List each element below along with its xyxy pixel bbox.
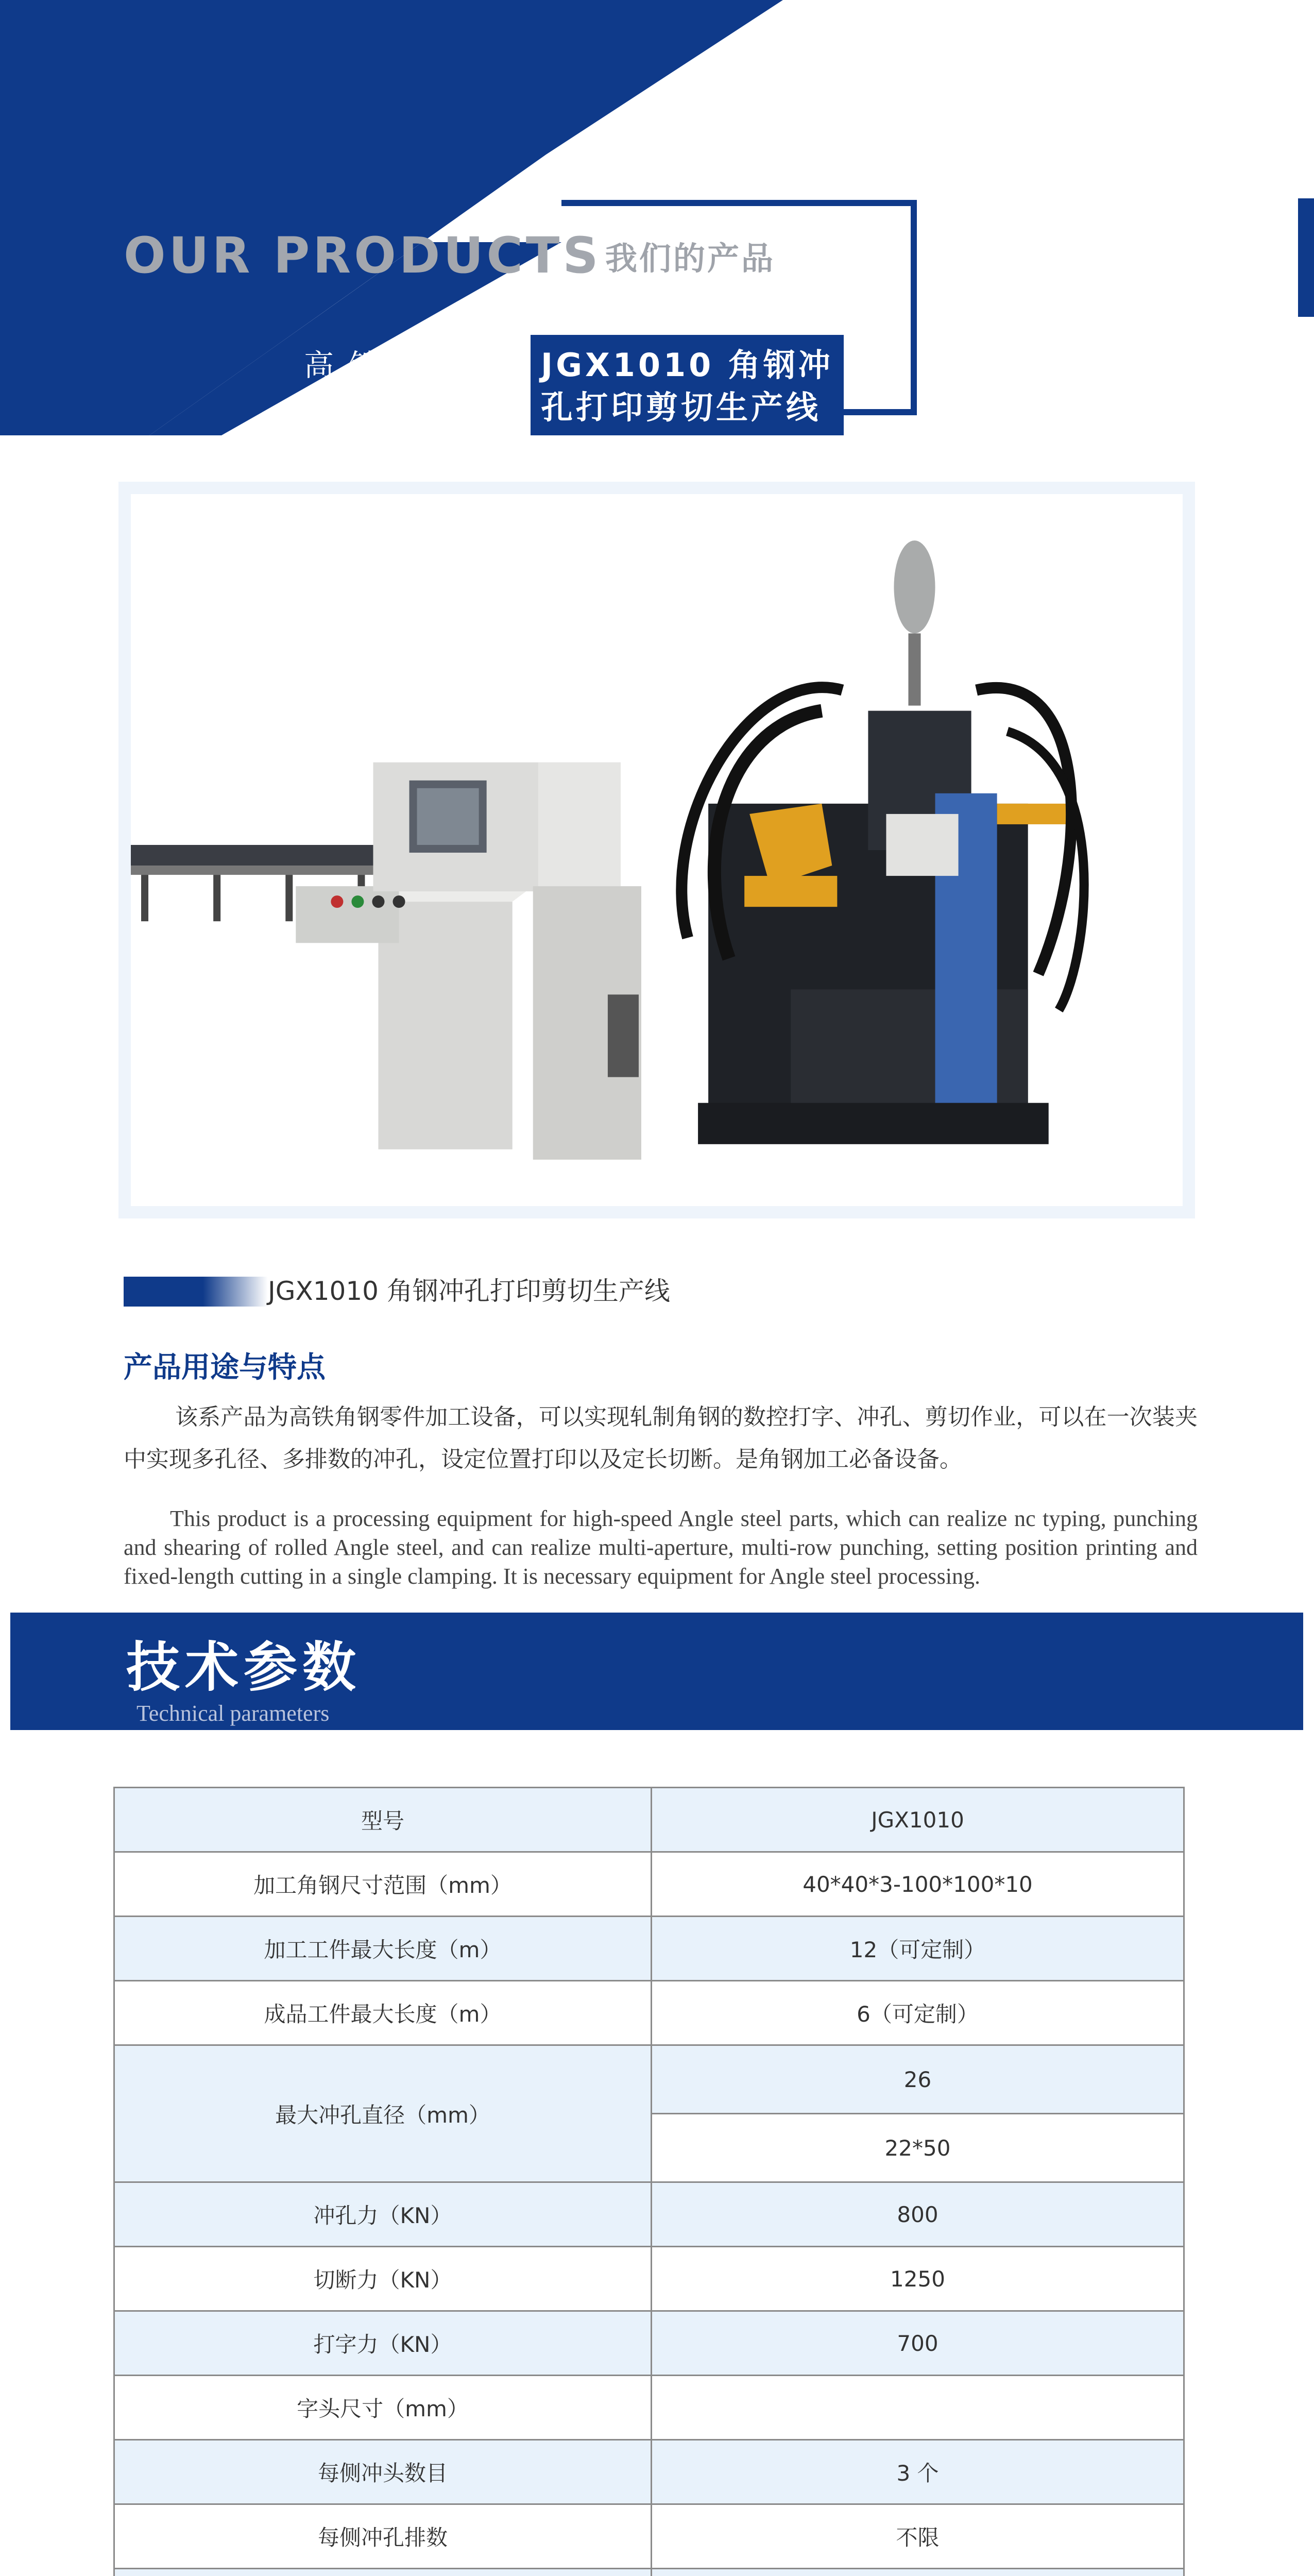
features-title: 产品用途与特点 — [124, 1351, 326, 1384]
spec-value — [652, 2569, 1184, 2576]
table-row — [114, 2569, 1184, 2576]
product-name: JGX1010 角钢冲孔打印剪切生产线 — [268, 1276, 670, 1306]
edge-accent-bar — [1298, 198, 1314, 317]
product-name-accent — [124, 1277, 268, 1307]
category-line-2: 加工设备 — [304, 390, 486, 425]
spec-value: 6（可定制） — [652, 1981, 1184, 2045]
spec-value: JGX1010 — [652, 1788, 1184, 1852]
spec-key: 加工工件最大长度（m） — [114, 1917, 652, 1981]
spec-key — [114, 2569, 652, 2576]
brand-title-cn: 我们的产品 — [605, 240, 776, 277]
category-label — [304, 344, 515, 429]
table-row — [114, 2504, 1184, 2569]
table-row — [114, 1981, 1184, 2045]
spec-key: 成品工件最大长度（m） — [114, 1981, 652, 2045]
spec-value: 12（可定制） — [652, 1917, 1184, 1981]
spec-value: 不限 — [652, 2504, 1184, 2569]
spec-value: 40*40*3-100*100*10 — [652, 1852, 1184, 1917]
product-title-line-2: 孔打印剪切生产线 — [541, 388, 822, 426]
product-title — [541, 344, 845, 429]
table-row — [114, 2182, 1184, 2247]
spec-key: 最大冲孔直径（mm） — [114, 2045, 652, 2182]
product-title-box — [304, 335, 845, 435]
product-title-line-1: JGX1010 角钢冲 — [541, 346, 833, 384]
table-row — [114, 2247, 1184, 2311]
spec-key: 打字力（KN） — [114, 2311, 652, 2376]
table-row — [114, 2440, 1184, 2504]
spec-value: 26 — [652, 2045, 1184, 2114]
table-row — [114, 2376, 1184, 2440]
spec-key: 冲孔力（KN） — [114, 2182, 652, 2247]
table-row — [114, 1788, 1184, 1852]
spec-value: 700 — [652, 2311, 1184, 2376]
spec-value: 1250 — [652, 2247, 1184, 2311]
spec-value: 800 — [652, 2182, 1184, 2247]
table-row — [114, 2045, 1184, 2114]
spec-key: 每侧冲头数目 — [114, 2440, 652, 2504]
tech-title-en: Technical parameters — [136, 1701, 330, 1726]
title-divider — [519, 351, 522, 421]
spec-key: 字头尺寸（mm） — [114, 2376, 652, 2440]
spec-key: 型号 — [114, 1788, 652, 1852]
spec-key: 每侧冲孔排数 — [114, 2504, 652, 2569]
spec-value: 3 个 — [652, 2440, 1184, 2504]
spec-key: 加工角钢尺寸范围（mm） — [114, 1852, 652, 1917]
features-text-cn: 该系产品为高铁角钢零件加工设备，可以实现轧制角钢的数控打字、冲孔、剪切作业，可以在一次装夹中实现多孔径、多排数的冲孔，设定位置打印以及定长切断。是角钢加工必备设备。 — [124, 1404, 1198, 1472]
page-header — [0, 0, 1314, 453]
tech-title-cn: 技术参数 — [126, 1636, 362, 1699]
machine-illustration — [131, 494, 1183, 1206]
table-row — [114, 1917, 1184, 1981]
spec-value: 22*50 — [652, 2114, 1184, 2182]
features-text-en: This product is a processing equipment for high-speed Angle steel parts, which can realize nc typing, punching and shearing of rolled Angle steel, and can realize multi-aperture, multi-row punching, setting position printing and fixed-length cutting in a single clamping. It is necessary equipment for Angle steel processing. — [124, 1506, 1198, 1589]
table-row — [114, 2311, 1184, 2376]
spec-key: 切断力（KN） — [114, 2247, 652, 2311]
product-photo — [118, 482, 1195, 1218]
brand-title-en: OUR PRODUCTS — [124, 227, 602, 284]
table-row — [114, 1852, 1184, 1917]
spec-value — [652, 2376, 1184, 2440]
spec-table — [113, 1787, 1185, 2576]
category-line-1: 高铁附件 — [304, 348, 486, 383]
